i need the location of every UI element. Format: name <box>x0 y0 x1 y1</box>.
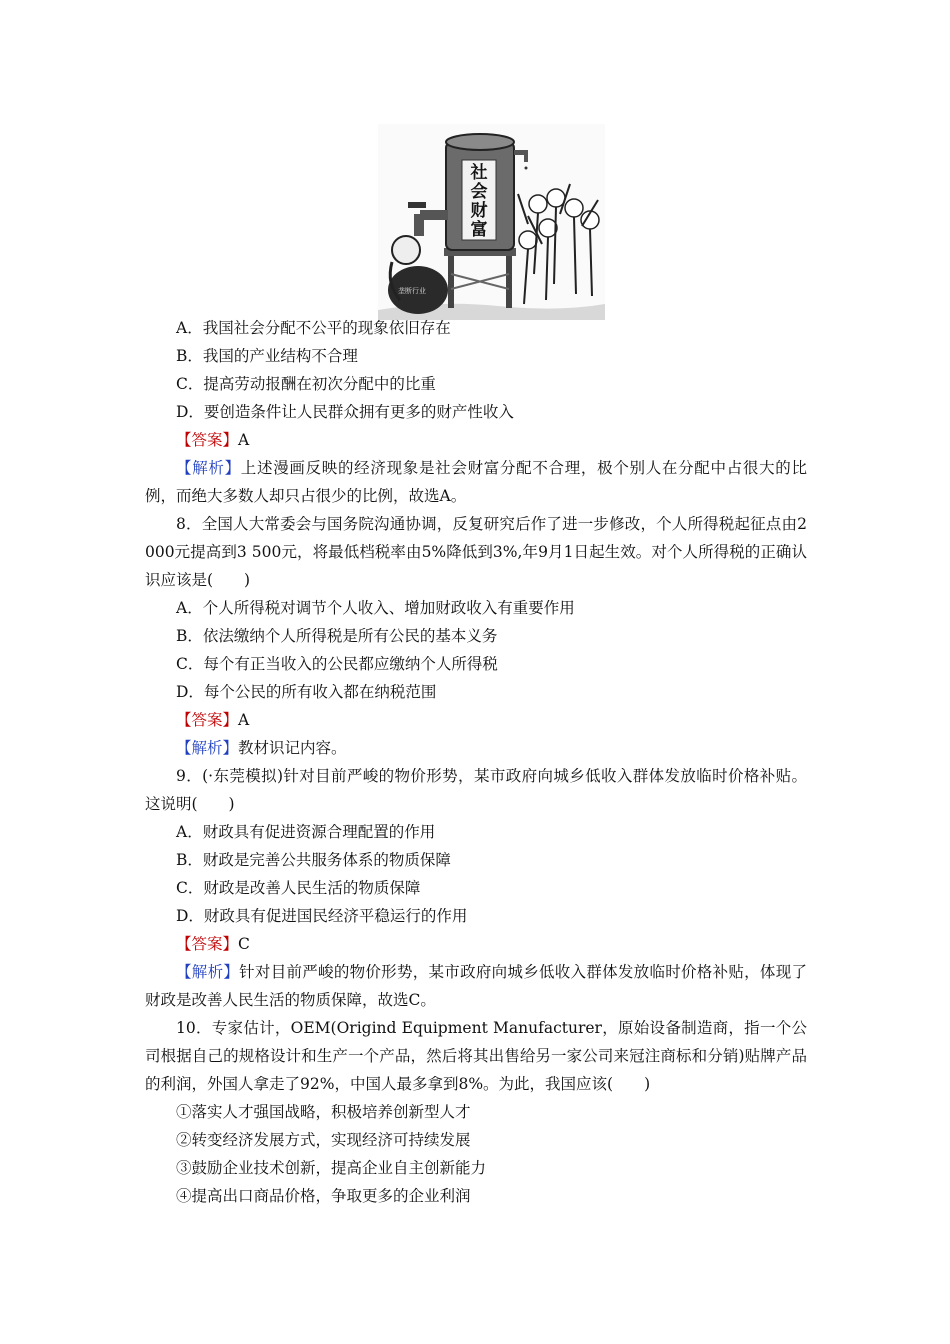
answer-tag: 【答案】 <box>176 711 239 729</box>
q9-analysis <box>145 958 807 1014</box>
q8-option-b: B．依法缴纳个人所得税是所有公民的基本义务 <box>176 627 498 645</box>
q10-option-1: ①落实人才强国战略，积极培养创新型人才 <box>176 1103 471 1121</box>
q10-stem: 10．专家估计，OEM(Origind Equipment Manufacturer，原始设备制造商，指一个公司根据自己的规格设计和生产一个产品，然后将其出售给另一家公司来冠注商标和分销)贴牌产品的利润，外国人拿走了92%，中国人最多拿到8%。为此，我国应该( ) <box>145 1019 807 1093</box>
q7-option-c: C．提高劳动报酬在初次分配中的比重 <box>176 375 436 393</box>
answer-value: A <box>238 431 250 449</box>
answer-tag: 【答案】 <box>176 935 239 953</box>
q10-option-3: ③鼓励企业技术创新，提高企业自主创新能力 <box>176 1159 487 1177</box>
answer-value: A <box>238 711 250 729</box>
question-content <box>145 314 807 1210</box>
analysis-text: 上述漫画反映的经济现象是社会财富分配不合理，极个别人在分配中占很大的比例，而绝大多数人却只占很少的比例，故选A。 <box>145 459 807 505</box>
q7-option-d: D．要创造条件让人民群众拥有更多的财产性收入 <box>176 403 514 421</box>
q8-option-a: A．个人所得税对调节个人收入、增加财政收入有重要作用 <box>176 599 575 617</box>
q10-option-4: ④提高出口商品价格，争取更多的企业利润 <box>176 1187 471 1205</box>
q9-option-a: A．财政具有促进资源合理配置的作用 <box>176 823 436 841</box>
q7-option-b: B．我国的产业结构不合理 <box>176 347 358 365</box>
tank-label: 社会财富 <box>470 163 488 240</box>
q8-option-d: D．每个公民的所有收入都在纳税范围 <box>176 683 437 701</box>
q8-stem: 8．全国人大常委会与国务院沟通协调，反复研究后作了进一步修改，个人所得税起征点由2 000元提高到3 500元，将最低档税率由5%降低到3%,年9月1日起生效。对个人所得税的正确认识应该是( ) <box>145 515 807 589</box>
q9-answer <box>145 930 807 958</box>
q8-answer <box>145 706 807 734</box>
q7-analysis <box>145 454 807 510</box>
q8-analysis <box>145 734 807 762</box>
analysis-text: 针对目前严峻的物价形势，某市政府向城乡低收入群体发放临时价格补贴，体现了财政是改善人民生活的物质保障，故选C。 <box>145 963 807 1009</box>
q10-option-2: ②转变经济发展方式，实现经济可持续发展 <box>176 1131 471 1149</box>
analysis-tag: 【解析】 <box>176 739 239 757</box>
analysis-tag: 【解析】 <box>176 963 240 981</box>
q7-answer <box>145 426 807 454</box>
analysis-tag: 【解析】 <box>176 459 241 477</box>
analysis-text: 教材识记内容。 <box>238 739 347 757</box>
q9-option-c: C．财政是改善人民生活的物质保障 <box>176 879 421 897</box>
q8-option-c: C．每个有正当收入的公民都应缴纳个人所得税 <box>176 655 498 673</box>
answer-value: C <box>238 935 250 953</box>
q9-option-b: B．财政是完善公共服务体系的物质保障 <box>176 851 451 869</box>
answer-tag: 【答案】 <box>176 431 239 449</box>
q9-stem: 9．(·东莞模拟)针对目前严峻的物价形势，某市政府向城乡低收入群体发放临时价格补贴。这说明( ) <box>145 767 807 813</box>
q7-option-a: A．我国社会分配不公平的现象依旧存在 <box>176 319 451 337</box>
q9-option-d: D．财政具有促进国民经济平稳运行的作用 <box>176 907 468 925</box>
social-wealth-cartoon <box>378 124 605 320</box>
bag-label: 垄断行业 <box>398 287 426 295</box>
